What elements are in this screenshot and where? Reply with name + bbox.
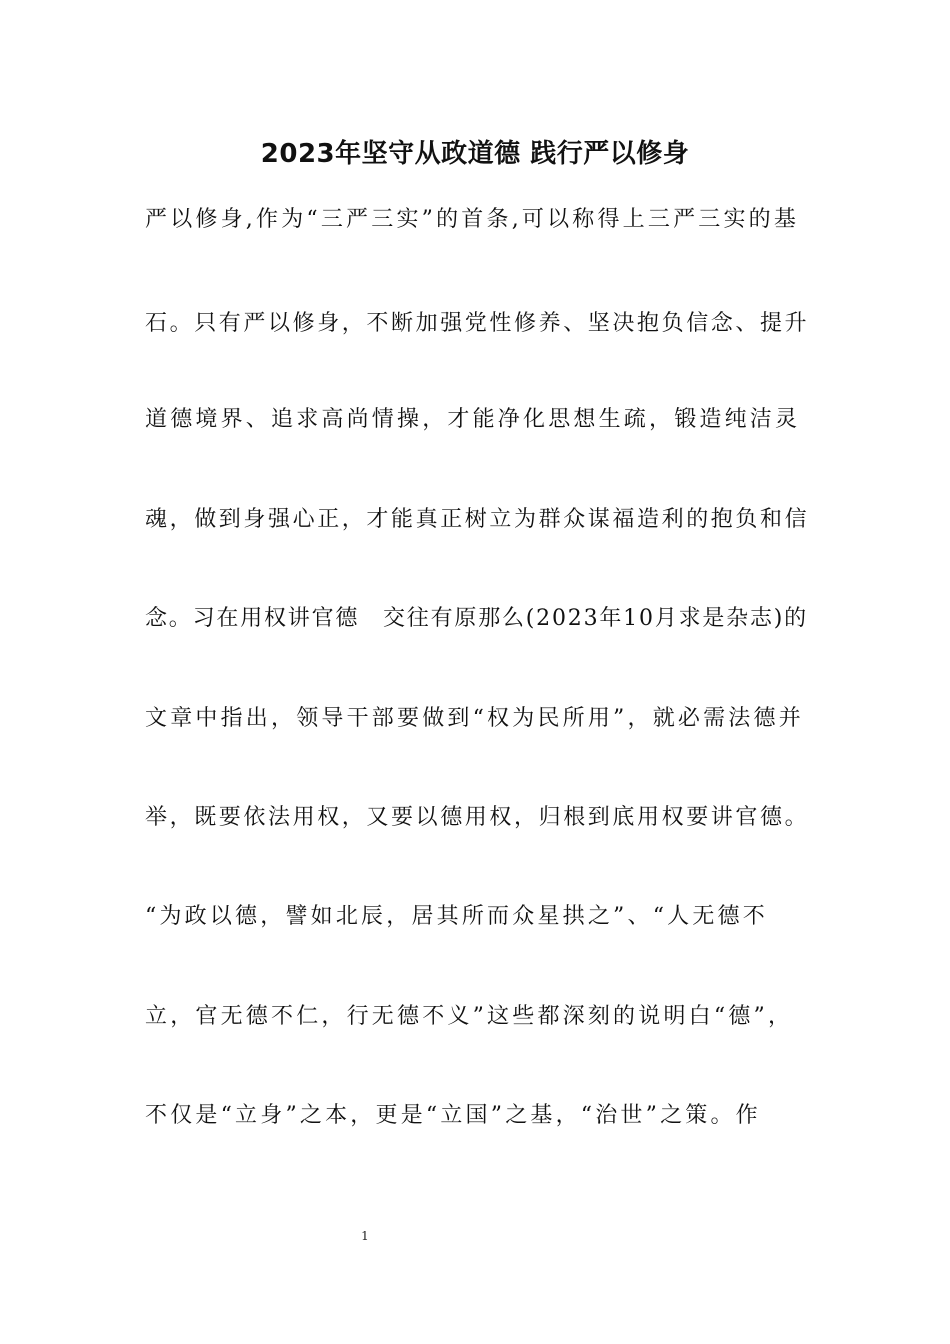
body-line-2: 石。只有严以修身，不断加强党性修养、坚决抱负信念、提升 [145, 311, 810, 336]
body-line-9: 立，官无德不仁，行无德不义”这些都深刻的说明白“德”， [145, 1004, 794, 1029]
document-title: 2023年坚守从政道德 践行严以修身 [260, 139, 690, 169]
body-line-1: 严以修身,作为“三严三实”的首条,可以称得上三严三实的基 [145, 207, 800, 232]
body-line-3: 道德境界、追求高尚情操，才能净化思想生疏，锻造纯洁灵 [145, 407, 801, 432]
body-line-8: “为政以德，譬如北辰，居其所而众星拱之”、“人无德不 [145, 904, 768, 929]
page-number: 1 [361, 1229, 369, 1243]
body-line-5: 念。习在用权讲官德 交往有原那么(2023年10月求是杂志)的 [145, 606, 808, 631]
body-line-6: 文章中指出，领导干部要做到“权为民所用”，就必需法德并 [145, 706, 804, 731]
body-line-4: 魂，做到身强心正，才能真正树立为群众谋福造利的抱负和信 [145, 507, 810, 532]
body-line-7: 举，既要依法用权，又要以德用权，归根到底用权要讲官德。 [145, 805, 810, 830]
body-line-10: 不仅是“立身”之本，更是“立国”之基，“治世”之策。作 [145, 1103, 761, 1128]
